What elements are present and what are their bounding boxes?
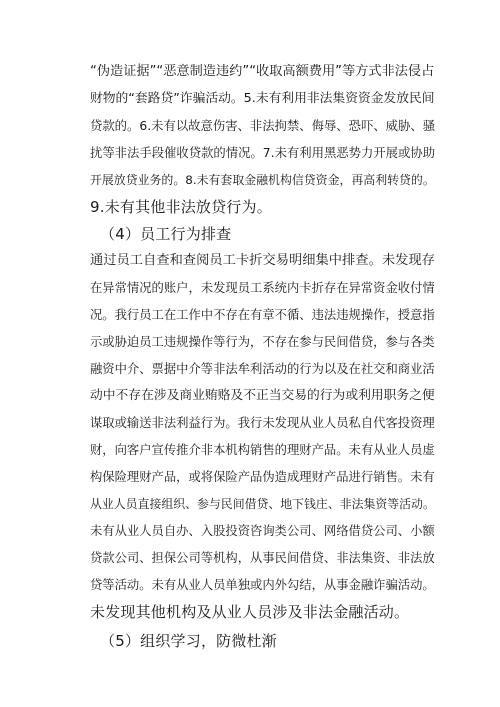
paragraph-line: 贷款公司、担保公司等机构，从事民间借贷、非法集资、非法放 [90,551,435,565]
paragraph-line: 从业人员直接组织、参与民间借贷、地下钱庄、非法集资等活动。 [90,497,435,511]
paragraph-line: 况。我行员工在工作中不存在有章不循、违法违规操作，授意指 [90,308,435,322]
paragraph-line: 融资中介、票据中介等非法牟利活动的行为以及在社交和商业活 [90,362,435,376]
paragraph-line: 构保险理财产品，或将保险产品伪造成理财产品进行销售。未有 [90,470,435,484]
section-heading: （4）员工行为排查 [100,225,232,243]
paragraph-line: 通过员工自查和查阅员工卡折交易明细集中排查。未发现存 [90,253,435,268]
paragraph-line: 贷款的。6.未有以故意伤害、非法拘禁、侮辱、恐吓、威胁、骚 [90,119,436,133]
paragraph-line: 未发现其他机构及从业人员涉及非法金融活动。 [90,603,410,621]
paragraph-line: 贷等活动。未有从业人员单独或内外勾结，从事金融诈骗活动。 [90,578,435,592]
paragraph-line: 9.未有其他非法放贷行为。 [90,198,272,216]
paragraph-line: 动中不存在涉及商业贿赂及不正当交易的行为或利用职务之便 [90,388,435,403]
paragraph-line: 财物的“套路贷”诈骗活动。5.未有利用非法集资资金发放民间 [90,91,435,106]
paragraph-line: 在异常情况的账户，未发现员工系统内卡折存在异常资金收付情 [90,281,435,295]
paragraph-line: 开展放贷业务的。8.未有套取金融机构信贷资金，再高利转贷的。 [90,173,435,187]
paragraph-line: 谋取或输送非法利益行为。我行未发现从业人员私自代客投资理 [90,416,435,430]
paragraph-line: 扰等非法手段催收贷款的情况。7.未有利用黑恶势力开展或协助 [90,146,436,160]
paragraph-line: 示或胁迫员工违规操作等行为，不存在参与民间借贷，参与各类 [90,335,435,349]
paragraph-line: “伪造证据”“恶意制造违约”“收取高额费用”等方式非法侵占 [90,64,435,79]
section-heading: （5）组织学习，防微杜渐 [100,632,277,650]
paragraph-line: 财，向客户宣传推介非本机构销售的理财产品。未有从业人员虚 [90,443,435,457]
paragraph-line: 未有从业人员自办、入股投资咨询类公司、网络借贷公司、小额 [90,524,435,538]
